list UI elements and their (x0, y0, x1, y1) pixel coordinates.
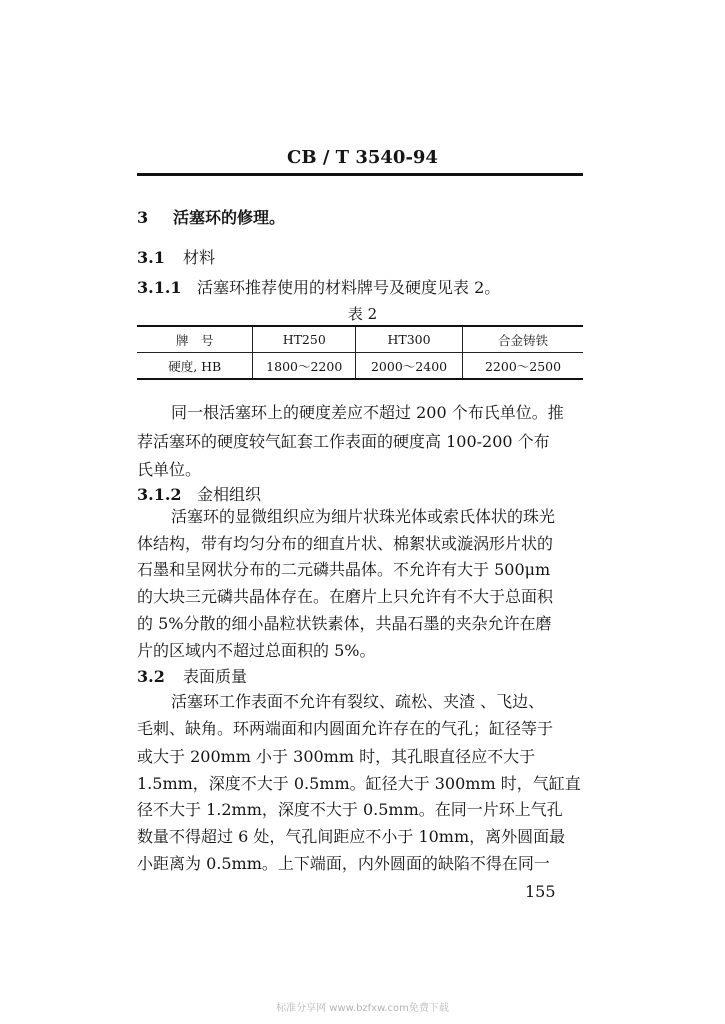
table-cell: 1800～2200 (253, 353, 356, 380)
paragraph-line: 的大块三元磷共晶体存在。在磨片上只允许有不大于总面积 (137, 587, 554, 606)
paragraph-line: 片的区域内不超过总面积的 5%。 (137, 641, 376, 660)
table-row (137, 326, 583, 353)
paragraph-line: 同一根活塞环上的硬度差应不超过 200 个布氏单位。推 (171, 403, 564, 422)
section-3-heading (137, 205, 285, 228)
paragraph-line: 的 5%分散的细小晶粒状铁素体，共晶石墨的夹杂允许在磨 (137, 614, 552, 633)
table-cell: 牌 号 (137, 326, 253, 353)
section-3-2-heading (137, 664, 247, 687)
table-caption: 表 2 (347, 305, 378, 323)
section-3-1-1-number: 3.1.1 (137, 278, 182, 297)
paragraph-line: 氏单位。 (137, 460, 202, 479)
paragraph-line: 1.5mm，深度不大于 0.5mm。缸径大于 300mm 时，气缸直 (137, 774, 581, 793)
paragraph-line: 小距离为 0.5mm。上下端面，内外圆面的缺陷不得在同一 (137, 854, 550, 873)
table-cell: 2000～2400 (356, 353, 463, 380)
section-3-title: 活塞环的修理。 (173, 208, 286, 227)
section-3-1-2-heading (137, 482, 261, 505)
section-3-number: 3 (137, 208, 149, 227)
table-cell: HT250 (253, 326, 356, 353)
table-cell: 硬度, HB (137, 353, 253, 380)
paragraph-line: 体结构，带有均匀分布的细直片状、棉絮状或漩涡形片状的 (137, 534, 554, 553)
paragraph-line: 数量不得超过 6 处，气孔间距应不小于 10mm，离外圆面最 (137, 827, 566, 846)
paragraph-line: 石墨和呈网状分布的二元磷共晶体。不允许有大于 500μm (137, 560, 551, 579)
paragraph-line: 活塞环工作表面不允许有裂纹、疏松、夹渣 、飞边、 (171, 692, 545, 711)
section-3-1-title: 材料 (183, 248, 216, 267)
section-3-1-1-heading (137, 275, 500, 298)
section-3-1-heading (137, 245, 215, 268)
section-3-1-2-number: 3.1.2 (137, 485, 182, 504)
paragraph-line: 径不大于 1.2mm，深度不大于 0.5mm。在同一片环上气孔 (137, 800, 563, 819)
paragraph-line: 活塞环的显微组织应为细片状珠光体或索氏体状的珠光 (171, 507, 556, 526)
paragraph-line: 或大于 200mm 小于 300mm 时，其孔眼直径应不大于 (137, 747, 536, 766)
table-cell: 合金铸铁 (463, 326, 583, 353)
page-number: 155 (525, 882, 556, 901)
paragraph-line: 荐活塞环的硬度较气缸套工作表面的硬度高 100-200 个布 (137, 432, 550, 451)
section-3-2-title: 表面质量 (183, 667, 248, 686)
section-3-1-number: 3.1 (137, 248, 165, 267)
section-3-1-2-title: 金相组织 (197, 485, 262, 504)
table-row (137, 353, 583, 380)
table-cell: HT300 (356, 326, 463, 353)
document-header: CB / T 3540-94 (287, 147, 438, 168)
watermark-text: 标准分享网 www.bzfxw.com免费下载 (276, 1003, 449, 1014)
paragraph-line: 毛刺、缺角。环两端面和内圆面允许存在的气孔；缸径等于 (137, 719, 554, 738)
material-hardness-table (137, 325, 583, 380)
header-rule (137, 173, 583, 176)
table-cell: 2200～2500 (463, 353, 583, 380)
section-3-1-1-title: 活塞环推荐使用的材料牌号及硬度见表 2。 (197, 278, 501, 297)
section-3-2-number: 3.2 (137, 667, 165, 686)
